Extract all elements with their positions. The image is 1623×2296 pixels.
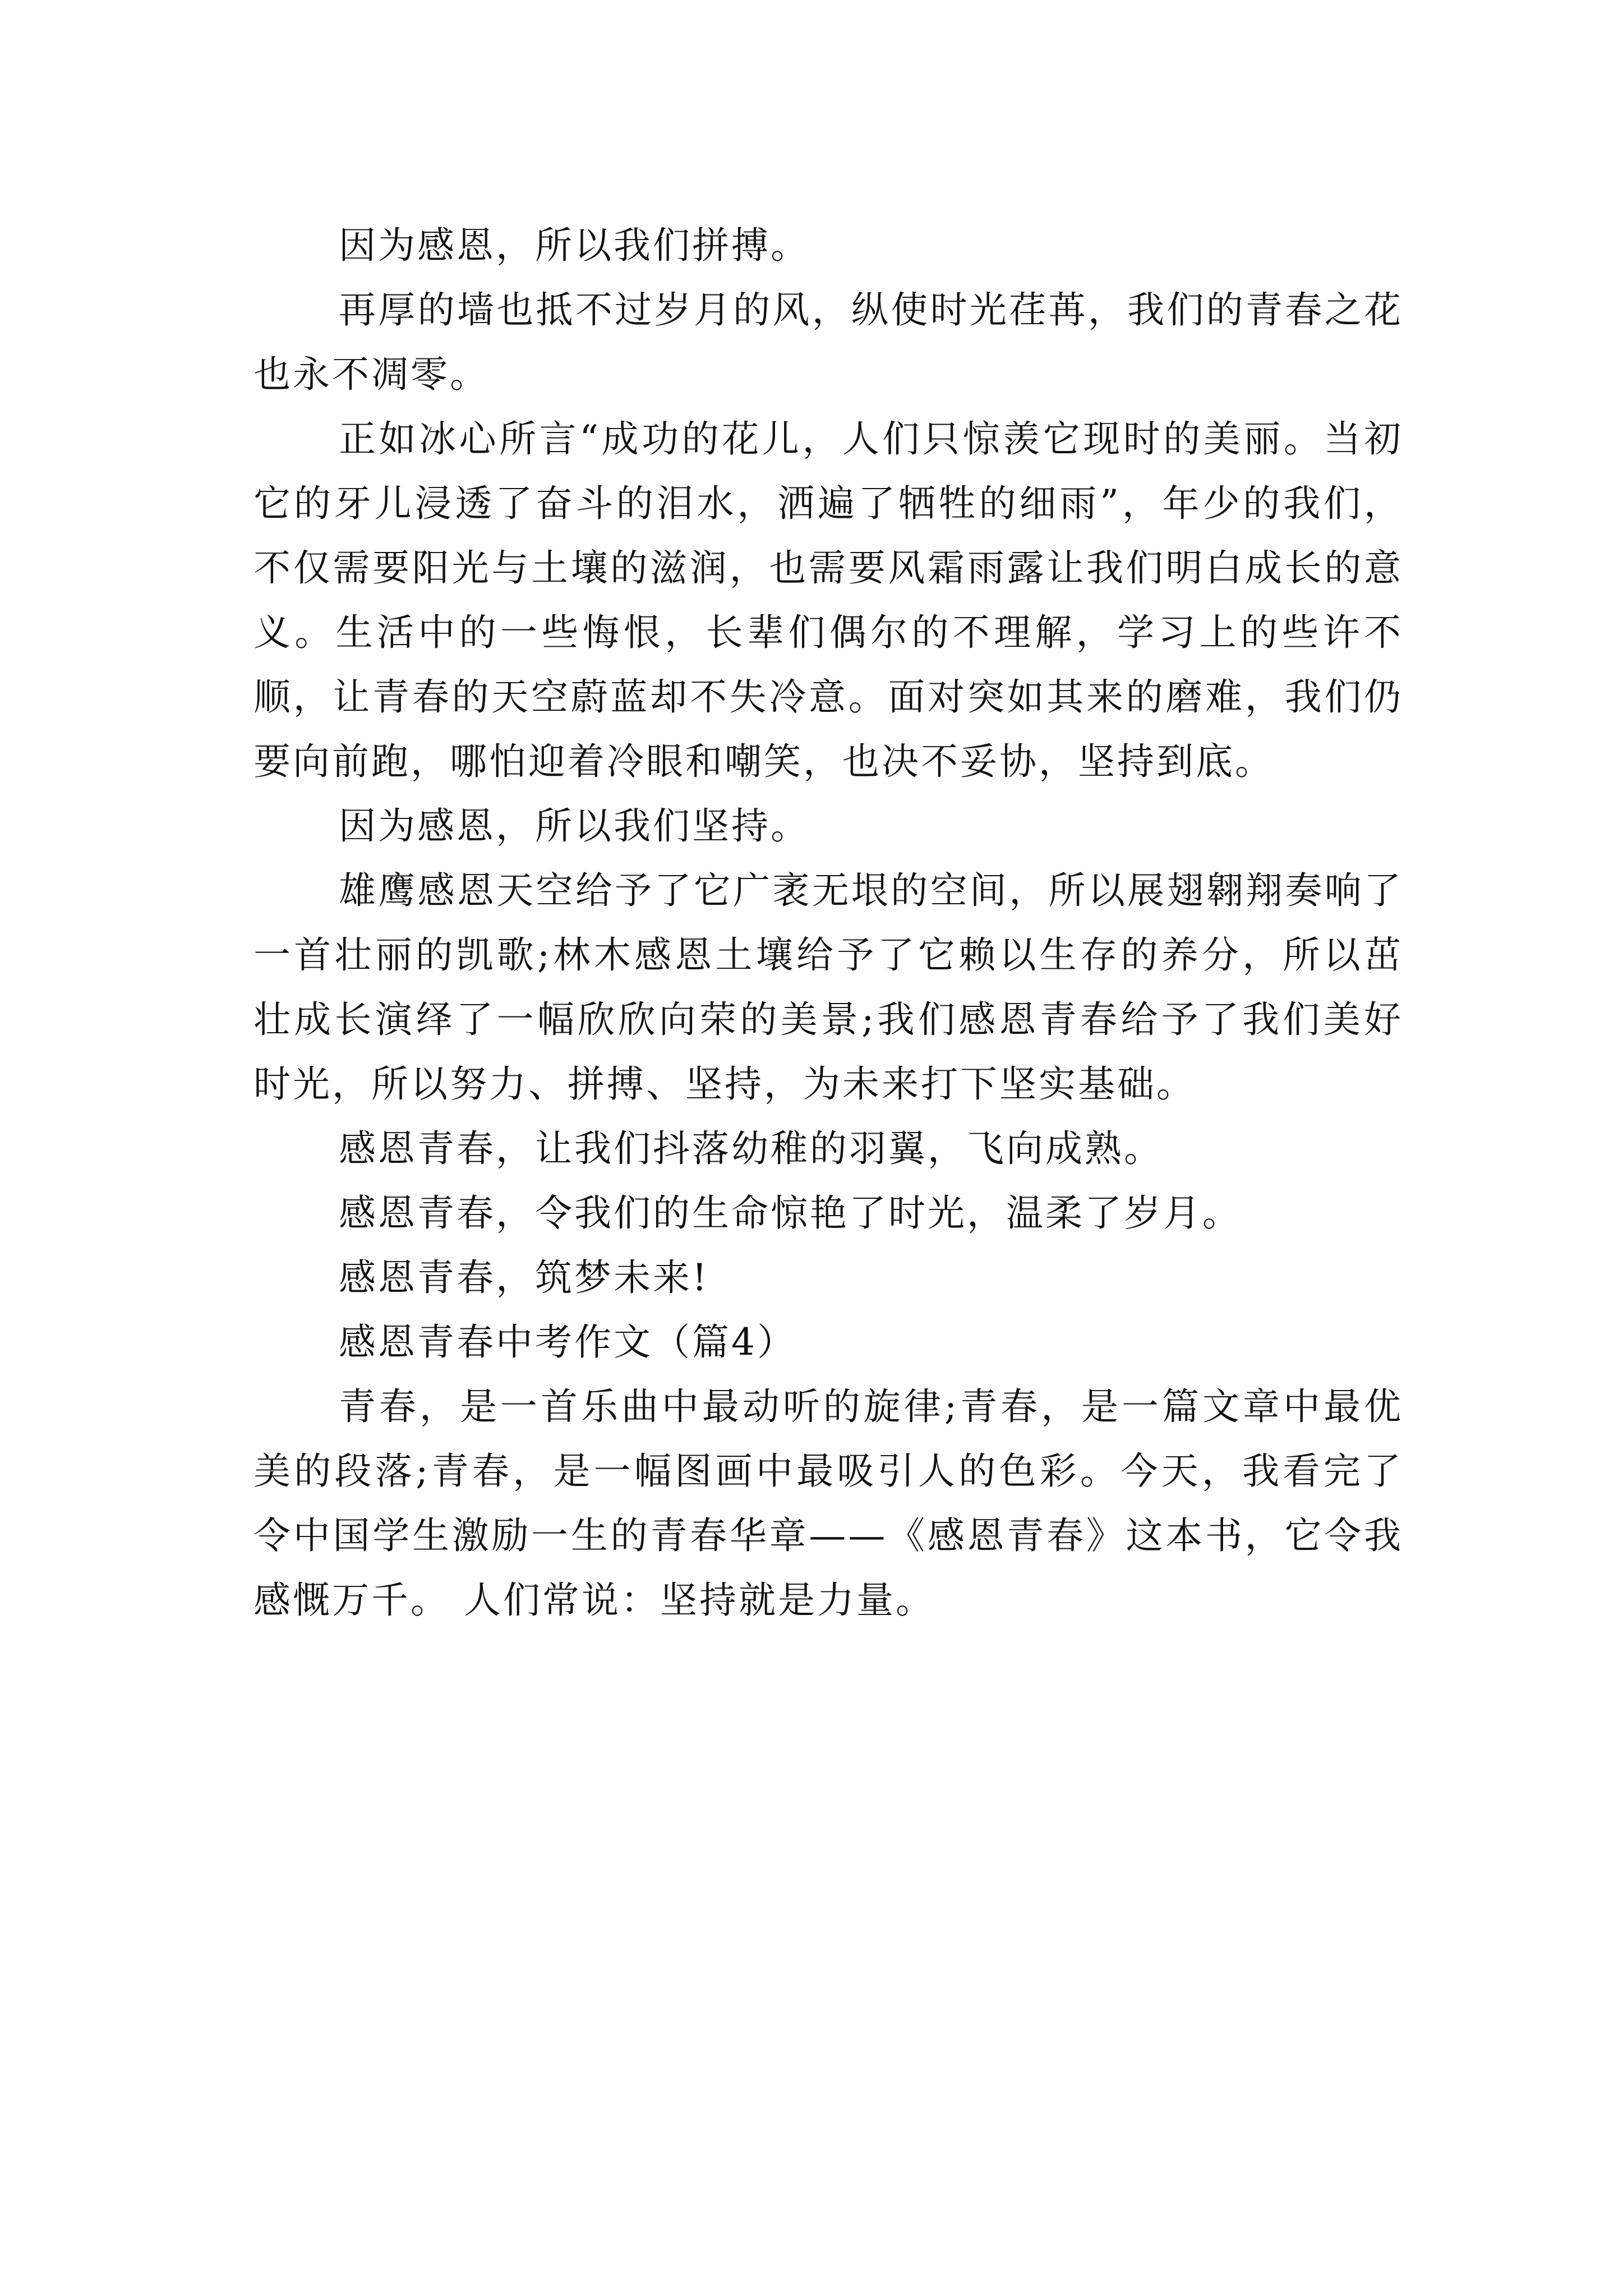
paragraph: 因为感恩，所以我们坚持。 — [339, 804, 810, 848]
paragraph: 再厚的墙也抵不过岁月的风，纵使时光荏苒，我们的青春之花也永不凋零。 — [253, 288, 1403, 396]
paragraph: 正如冰心所言“成功的花儿，人们只惊羡它现时的美丽。当初它的牙儿浸透了奋斗的泪水，洒遍了牺牲的细雨”，年少的我们，不仅需要阳光与土壤的滋润，也需要风霜雨露让我们明白成长的意义。生活中的一些悔恨，长辈们偶尔的不理解，学习上的些许不顺，让青春的天空蔚蓝却不失冷意。面对突如其来的磨难，我们仍要向前跑，哪怕迎着冷眼和嘲笑，也决不妥协，坚持到底。 — [253, 417, 1403, 783]
paragraph: 青春，是一首乐曲中最动听的旋律;青春，是一篇文章中最优美的段落;青春，是一幅图画中最吸引人的色彩。今天，我看完了令中国学生激励一生的青春华章——《感恩青春》这本书，它令我感慨万千。 人们常说：坚持就是力量。 — [253, 1385, 1403, 1622]
paragraph: 感恩青春，筑梦未来! — [339, 1256, 709, 1299]
section-heading: 感恩青春中考作文（篇4） — [339, 1320, 796, 1364]
paragraph: 雄鹰感恩天空给予了它广袤无垠的空间，所以展翅翱翔奏响了一首壮丽的凯歌;林木感恩土壤给予了它赖以生存的养分，所以茁壮成长演绎了一幅欣欣向荣的美景;我们感恩青春给予了我们美好时光，所以努力、拼搏、坚持，为未来打下坚实基础。 — [253, 869, 1403, 1106]
paragraph: 因为感恩，所以我们拼搏。 — [339, 224, 810, 267]
paragraph: 感恩青春，让我们抖落幼稚的羽翼，飞向成熟。 — [339, 1127, 1163, 1170]
paragraph: 感恩青春，令我们的生命惊艳了时光，温柔了岁月。 — [339, 1191, 1242, 1235]
document-body — [253, 213, 1403, 1632]
